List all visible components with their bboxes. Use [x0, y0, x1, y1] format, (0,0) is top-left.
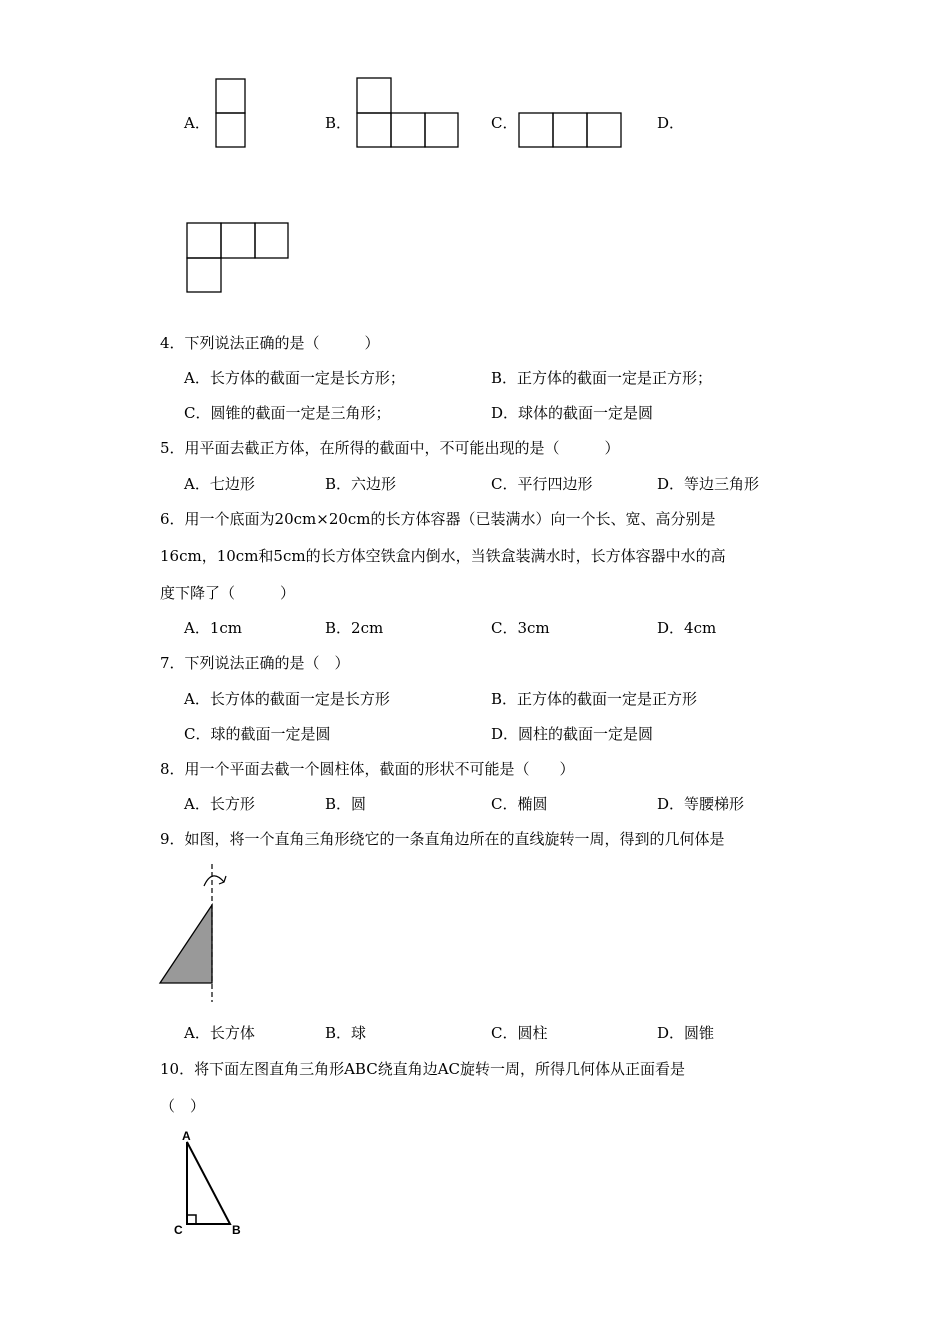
q7-option-a: A．长方体的截面一定是长方形	[184, 690, 390, 708]
q3-option-b-label: B．	[325, 114, 352, 132]
q4-stem: 4．下列说法正确的是（ ）	[160, 334, 380, 352]
q9-rotation-triangle-figure	[156, 862, 240, 1004]
q6-option-b: B．2cm	[325, 619, 384, 637]
q8-option-a: A．长方形	[184, 795, 255, 813]
q5-stem: 5．用平面去截正方体，在所得的截面中，不可能出现的是（ ）	[160, 439, 620, 457]
q4-option-d: D．球体的截面一定是圆	[491, 404, 654, 422]
q7-stem: 7．下列说法正确的是（ ）	[160, 654, 350, 672]
q8-option-b: B．圆	[325, 795, 367, 813]
q8-stem: 8．用一个平面去截一个圆柱体，截面的形状不可能是（ ）	[160, 760, 575, 778]
q8-option-d: D．等腰梯形	[657, 795, 745, 813]
q4-option-a: A．长方体的截面一定是长方形；	[184, 369, 405, 387]
q4-option-c: C．圆锥的截面一定是三角形；	[184, 404, 391, 422]
q9-option-b: B．球	[325, 1024, 367, 1042]
q9-option-a: A．长方体	[184, 1024, 255, 1042]
q7-option-c: C．球的截面一定是圆	[184, 725, 331, 743]
q3-option-a-label: A．	[184, 114, 210, 132]
q8-option-c: C．椭圆	[491, 795, 548, 813]
q9-option-c: C．圆柱	[491, 1024, 548, 1042]
q10-vertex-b-label: B	[232, 1223, 241, 1237]
q5-option-d: D．等边三角形	[657, 475, 760, 493]
q3-option-c-label: C．	[491, 114, 518, 132]
q7-option-b: B．正方体的截面一定是正方形	[491, 690, 698, 708]
q9-option-d: D．圆锥	[657, 1024, 715, 1042]
q3-option-b-figure	[356, 77, 460, 150]
q7-option-d: D．圆柱的截面一定是圆	[491, 725, 654, 743]
q6-option-a: A．1cm	[184, 619, 243, 637]
q3-option-d-label: D．	[657, 114, 685, 132]
q9-stem: 9．如图，将一个直角三角形绕它的一条直角边所在的直线旋转一周，得到的几何体是	[160, 830, 725, 848]
q10-stem: 10．将下面左图直角三角形ABC绕直角边AC旋转一周，所得几何体从正面看是	[160, 1060, 686, 1078]
q6-option-d: D．4cm	[657, 619, 717, 637]
q6-stem-line-3: 度下降了（ ）	[160, 584, 296, 602]
q10-stem-continued: （ ）	[160, 1097, 206, 1115]
q5-option-b: B．六边形	[325, 475, 397, 493]
q10-vertex-c-label: C	[174, 1223, 183, 1237]
q6-option-c: C．3cm	[491, 619, 550, 637]
q10-triangle-abc-figure	[168, 1130, 252, 1244]
q3-option-a-figure	[215, 78, 247, 150]
q5-option-a: A．七边形	[184, 475, 255, 493]
q5-option-c: C．平行四边形	[491, 475, 593, 493]
q6-stem-line-2: 16cm，10cm和5cm的长方体空铁盒内倒水，当铁盒装满水时，长方体容器中水的高	[160, 547, 726, 565]
q6-stem-line-1: 6．用一个底面为20cm×20cm的长方体容器（已装满水）向一个长、宽、高分别是	[160, 510, 716, 528]
q3-option-c-figure	[518, 112, 624, 150]
q4-option-b: B．正方体的截面一定是正方形；	[491, 369, 713, 387]
q10-vertex-a-label: A	[182, 1129, 191, 1143]
q3-option-d-figure	[186, 222, 290, 295]
